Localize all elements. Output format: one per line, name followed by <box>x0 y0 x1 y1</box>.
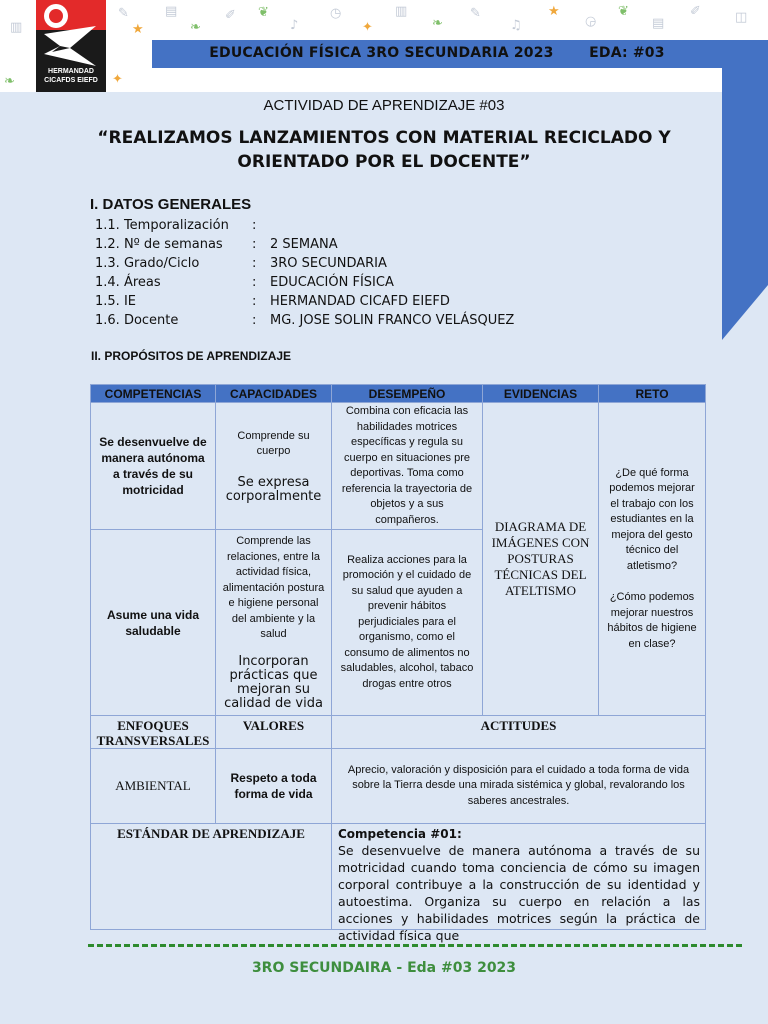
note-doodle-icon: ♫ <box>510 18 522 33</box>
side-accent-bar <box>722 40 768 285</box>
capacidad-cell <box>216 403 332 530</box>
data-row-label: 1.2. Nº de semanas <box>95 237 223 252</box>
eda-label: EDA: #03 <box>589 45 665 61</box>
data-row-value: EDUCACIÓN FÍSICA <box>270 275 394 290</box>
actitud-cell: Aprecio, valoración y disposición para el cuidado a toda forma de vida sobre la Tierra desde una mirada sistémica y global, revalorando los saberes ancestrales. <box>332 749 706 824</box>
note-doodle-icon: ♪ <box>290 18 299 33</box>
data-row-value: MG. JOSE SOLIN FRANCO VELÁSQUEZ <box>270 313 515 328</box>
clock-doodle-icon: ◷ <box>330 6 342 21</box>
logo-text-line2: CICAFDS EIEFD <box>44 77 98 84</box>
table-row <box>91 749 706 824</box>
header-bar <box>152 40 722 68</box>
reto-question: ¿De qué forma podemos mejorar el trabajo con los estudiantes en la mejora del gesto técnico del atletismo? <box>609 466 695 572</box>
leaf-doodle-icon: ❧ <box>432 16 443 31</box>
pencil-doodle-icon: ✐ <box>690 4 701 19</box>
table-header-row <box>91 385 706 403</box>
book-doodle-icon: ▤ <box>165 4 178 19</box>
competencia-cell: Asume una vida saludable <box>91 530 216 716</box>
table-row-estandar <box>91 824 706 930</box>
footer-divider <box>88 944 742 947</box>
reto-question: ¿Cómo podemos mejorar nuestros hábitos de higiene en clase? <box>607 591 697 650</box>
competencia-text: Se desenvuelve de manera autónoma a través de su motricidad cuando toma conciencia de cómo su imagen corporal contribuye a la construcción de su identidad y autoestima. Organiza su cuerpo en relación a las acciones y habilidades motrices según la práctica de actividad física que <box>338 843 700 943</box>
valores-label: VALORES <box>216 716 332 749</box>
book-doodle-icon: ▥ <box>395 4 408 19</box>
competencia-cell: Se desenvuelve de manera autónoma a través de su motricidad <box>91 403 216 530</box>
data-row-value: 2 SEMANA <box>270 237 338 252</box>
clock-doodle-icon: ◶ <box>585 14 597 29</box>
section-heading-datos: I. DATOS GENERALES <box>90 196 252 213</box>
leaf-doodle-icon: ❧ <box>4 74 15 89</box>
evidencia-cell: DIAGRAMA DE IMÁGENES CON POSTURAS TÉCNICAS DEL ATELTISMO <box>483 403 599 716</box>
capacidad-text: Incorporan prácticas que mejoran su calidad de vida <box>224 653 323 711</box>
book-doodle-icon: ▥ <box>10 20 23 35</box>
header-reto: RETO <box>599 385 706 403</box>
header-evidencias: EVIDENCIAS <box>483 385 599 403</box>
leaf-doodle-icon: ❦ <box>258 5 269 20</box>
course-title: EDUCACIÓN FÍSICA 3RO SECUNDARIA 2023 <box>209 45 554 61</box>
competencia-title: Competencia #01: <box>338 827 462 841</box>
enfoque-cell: AMBIENTAL <box>91 749 216 824</box>
leaf-doodle-icon: ❦ <box>618 4 629 19</box>
data-row-label: 1.1. Temporalización <box>95 218 229 233</box>
valor-cell: Respeto a toda forma de vida <box>216 749 332 824</box>
logo-emblem-icon <box>40 24 102 68</box>
page-title: “REALIZAMOS LANZAMIENTOS CON MATERIAL RECICLADO Y ORIENTADO POR EL DOCENTE” <box>97 128 671 172</box>
estandar-label: ESTÁNDAR DE APRENDIZAJE <box>91 824 332 930</box>
star-doodle-icon: ★ <box>132 22 144 37</box>
table-row-enfoques-header <box>91 716 706 749</box>
header-desempeno: DESEMPEÑO <box>332 385 483 403</box>
data-row-label: 1.5. IE <box>95 294 136 309</box>
enfoques-label: ENFOQUES TRANSVERSALES <box>91 716 216 749</box>
desempeno-cell: Realiza acciones para la promoción y el cuidado de su salud que ayuden a prevenir hábitos perjudiciales para el organismo, como el consumo de alimentos no saludables, alcohol, tabaco drogas entre otros <box>332 530 483 716</box>
pencil-doodle-icon: ✎ <box>470 6 481 21</box>
school-logo <box>36 0 106 92</box>
book-doodle-icon: ▤ <box>652 16 665 31</box>
header-competencias: COMPETENCIAS <box>91 385 216 403</box>
learning-purposes-table <box>90 384 706 943</box>
section-heading-propositos: II. PROPÓSITOS DE APRENDIZAJE <box>91 349 292 363</box>
table-row <box>91 403 706 530</box>
logo-text-line1: HERMANDAD <box>48 68 94 75</box>
footer-text: 3RO SECUNDAIRA - Eda #03 2023 <box>251 960 517 976</box>
data-row-label: 1.4. Áreas <box>95 275 161 290</box>
star-doodle-icon: ★ <box>548 4 560 19</box>
pencil-doodle-icon: ✐ <box>225 8 236 23</box>
data-row-value: HERMANDAD CICAFD EIEFD <box>270 294 450 309</box>
header-capacidades: CAPACIDADES <box>216 385 332 403</box>
actitudes-label: ACTITUDES <box>332 716 706 749</box>
reto-cell <box>599 403 706 716</box>
capacidad-cell <box>216 530 332 716</box>
capacidad-text: Comprende su cuerpo <box>237 429 310 457</box>
star-doodle-icon: ✦ <box>362 20 373 35</box>
side-accent-triangle <box>722 285 768 340</box>
sticker-doodle-icon: ✎ <box>118 6 129 21</box>
estandar-cell <box>332 824 706 943</box>
data-row-value: 3RO SECUNDARIA <box>270 256 387 271</box>
activity-label: ACTIVIDAD DE APRENDIZAJE #03 <box>263 97 505 114</box>
desempeno-cell: Combina con eficacia las habilidades motrices específicas y regula su cuerpo en situaciones pre deportivas. Toma como referencia la trayectoria de objetos y a sus compañeros. <box>332 403 483 530</box>
star-doodle-icon: ✦ <box>112 72 123 87</box>
capacidad-text: Comprende las relaciones, entre la actividad física, alimentación postura e higiene personal del ambiente y la salud <box>222 535 325 641</box>
leaf-doodle-icon: ❧ <box>190 20 201 35</box>
data-row-label: 1.3. Grado/Ciclo <box>95 256 200 271</box>
data-row-label: 1.6. Docente <box>95 313 179 328</box>
camera-doodle-icon: ◫ <box>735 10 748 25</box>
capacidad-text: Se expresa corporalmente <box>225 474 322 504</box>
